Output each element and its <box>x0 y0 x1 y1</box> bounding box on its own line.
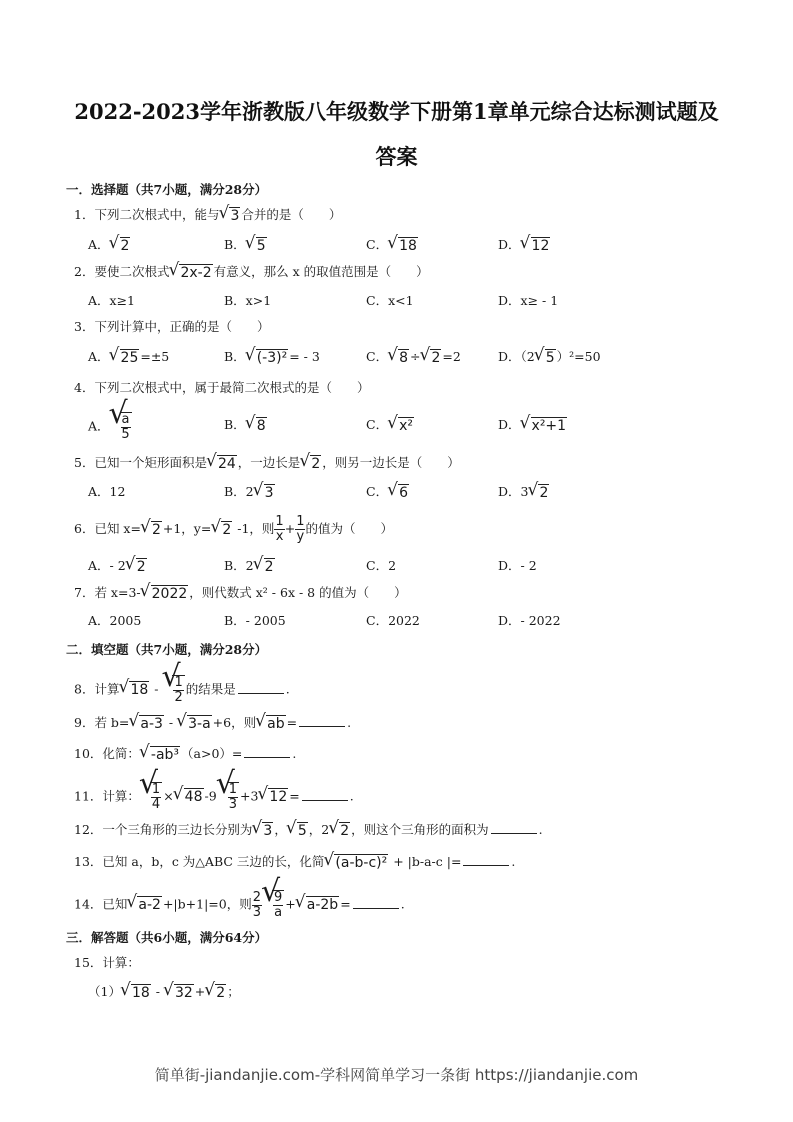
answer-blank[interactable] <box>463 853 509 866</box>
section-heading-choice: 一．选择题（共7小题，满分28分） <box>66 182 268 197</box>
question-6: 6．已知 x= √ 2 +1，y= √ 2 -1，则 $\frac{1}{x}$ + $\frac{1}{y}$ 的值为（ ） <box>74 515 393 544</box>
q6-option-b: B．2 √ 2 <box>224 556 276 577</box>
q2-option-c: C．x<1 <box>366 293 414 308</box>
question-15: 15．计算： <box>74 955 140 970</box>
question-15-part-1: （1） √ 18 - √ 32 + √ 2 ； <box>88 982 240 1003</box>
document-title-line2: 答案 <box>375 144 418 169</box>
sqrt-icon: √ x²+1 <box>521 416 568 436</box>
q4-option-b: B． √ 8 <box>224 415 268 436</box>
sqrt-icon: √ 2 <box>420 348 441 368</box>
sqrt-icon: √ 2 <box>110 236 131 256</box>
q7-option-b: B．- 2005 <box>224 613 286 628</box>
fraction: $\frac{1}{y}$ <box>296 514 305 544</box>
answer-blank[interactable] <box>353 896 399 909</box>
question-12: 12．一个三角形的三边长分别为 √ 3 ， √ 5 ，2 √ 2 ，则这个三角形的面积为 . <box>74 820 543 841</box>
sqrt-icon: √ 24 <box>207 454 237 474</box>
sqrt-icon: √ 12 <box>258 787 288 807</box>
sqrt-icon: √ 8 <box>388 348 409 368</box>
q6-option-a: A．- 2 √ 2 <box>88 556 148 577</box>
q2-option-b: B．x>1 <box>224 293 272 308</box>
q1-option-b: B． √ 5 <box>224 235 268 256</box>
section-heading-solve: 三．解答题（共6小题，满分64分） <box>66 930 268 945</box>
sqrt-icon: √ 2 <box>126 557 147 577</box>
q5-option-b: B．2 √ 3 <box>224 482 276 503</box>
sqrt-icon: √ 2x-2 <box>169 263 212 283</box>
sqrt-icon: √ 48 <box>174 787 204 807</box>
q5-option-d: D．3 √ 2 <box>498 482 550 503</box>
q3-option-b: B． √ (-3)² = - 3 <box>224 347 320 368</box>
question-3: 3．下列计算中，正确的是（ ） <box>74 319 270 334</box>
sqrt-icon: √ (a-b-c)² <box>324 853 388 873</box>
q3-option-c: C． √ 8 ÷ √ 2 =2 <box>366 347 461 368</box>
document-title-line1: 2022-2023学年浙教版八年级数学下册第1章单元综合达标测试题及 <box>74 99 719 124</box>
sqrt-icon: √ 2 <box>300 454 321 474</box>
sqrt-icon: √ a-2b <box>296 895 339 915</box>
sqrt-icon: √ $\frac{1}{3}$ <box>217 782 239 812</box>
q4-option-a: A． √ $\frac{a}{5}$ <box>88 412 133 442</box>
q2-option-d: D．x≥ - 1 <box>498 293 559 308</box>
fraction: $\frac{2}{3}$ <box>252 889 261 920</box>
question-11: 11．计算： √ $\frac{1}{4}$ × √ 48 -9 √ $\frac{1}{3}$ +3 √ 12 = . <box>74 782 354 812</box>
sqrt-icon: √ 3-a <box>177 714 212 734</box>
sqrt-icon: √ 2 <box>205 983 226 1003</box>
sqrt-icon: √ 2022 <box>141 584 189 604</box>
q1-option-c: C． √ 18 <box>366 235 419 256</box>
sqrt-icon: √ $\frac{1}{2}$ <box>162 675 184 705</box>
question-1 <box>74 205 341 226</box>
sqrt-icon: √ 3 <box>254 483 275 503</box>
fraction: $\frac{1}{x}$ <box>275 514 284 544</box>
sqrt-icon: √ 18 <box>119 680 149 700</box>
sqrt-icon: √ a-2 <box>127 895 162 915</box>
question-9: 9．若 b= √ a-3 - √ 3-a +6，则 √ ab = . <box>74 713 351 734</box>
answer-blank[interactable] <box>302 788 348 801</box>
question-8: 8．计算 √ 18 - √ $\frac{1}{2}$ 的结果是 . <box>74 675 290 705</box>
sqrt-icon: √ ab <box>256 714 285 734</box>
sqrt-icon: √ x² <box>388 416 414 436</box>
q3-option-d: D．（2 √ 5 ）²=50 <box>498 347 601 368</box>
sqrt-icon: √ 2 <box>211 520 232 540</box>
q6-option-c: C．2 <box>366 558 397 573</box>
answer-blank[interactable] <box>299 714 345 727</box>
sqrt-icon: √ a-3 <box>129 714 164 734</box>
q1-stem-end: 合并的是（ ） <box>241 207 342 222</box>
q5-option-a: A．12 <box>88 484 126 499</box>
sqrt-icon: √ 2 <box>329 821 350 841</box>
question-5: 5．已知一个矩形面积是 √ 24 ，一边长是 √ 2 ，则另一边长是（ ） <box>74 453 460 474</box>
q7-option-d: D．- 2022 <box>498 613 561 628</box>
sqrt-icon: √ 18 <box>388 236 418 256</box>
sqrt-icon: √ 6 <box>388 483 409 503</box>
sqrt-icon: √ -ab³ <box>140 745 180 765</box>
question-7: 7．若 x=3- √ 2022 ，则代数式 x² - 6x - 8 的值为（ ） <box>74 583 407 604</box>
question-14: 14．已知 √ a-2 +|b+1|=0，则 $\frac{2}{3}$ √ $\frac{9}{a}$ + √ a-2b = . <box>74 890 405 920</box>
q2-option-a: A．x≥1 <box>88 293 136 308</box>
answer-blank[interactable] <box>491 821 537 834</box>
q1-option-d: D． √ 12 <box>498 235 551 256</box>
q3-option-a: A． √ 25 =±5 <box>88 347 169 368</box>
q5-option-c: C． √ 6 <box>366 482 410 503</box>
sqrt-icon: √ 12 <box>521 236 551 256</box>
q1-stem: 1．下列二次根式中，能与 <box>74 207 220 222</box>
sqrt-icon: √ 2 <box>141 520 162 540</box>
q7-option-a: A．2005 <box>88 613 142 628</box>
q1-option-a: A． √ 2 <box>88 235 131 256</box>
sqrt-icon: √ 3 <box>252 821 273 841</box>
sqrt-icon: √ 25 <box>110 348 140 368</box>
sqrt-icon: √ 5 <box>535 348 556 368</box>
question-4: 4．下列二次根式中，属于最简二次根式的是（ ） <box>74 380 370 395</box>
sqrt-icon: √ 5 <box>246 236 267 256</box>
answer-blank[interactable] <box>238 681 284 694</box>
sqrt-icon: √ 8 <box>246 416 267 436</box>
q4-option-d: D． √ x²+1 <box>498 415 568 436</box>
sqrt-icon: √ 2 <box>528 483 549 503</box>
q4-option-c: C． √ x² <box>366 415 415 436</box>
answer-blank[interactable] <box>244 745 290 758</box>
q6-option-d: D．- 2 <box>498 558 537 573</box>
question-13: 13．已知 a，b，c 为△ABC 三边的长，化简 √ (a-b-c)² + |b-a-c |= . <box>74 852 515 873</box>
question-10: 10．化简： √ -ab³ （a>0）= . <box>74 744 296 765</box>
sqrt-icon: √ 5 <box>287 821 308 841</box>
footer-watermark: 简单街-jiandanjie.com-学科网简单学习一条街 https://jiandanjie.com <box>154 1066 639 1084</box>
sqrt-icon: √ $\frac{1}{4}$ <box>140 782 162 812</box>
sqrt-icon: √ $\frac{a}{5}$ <box>110 412 132 442</box>
sqrt-icon: √ 18 <box>121 983 151 1003</box>
sqrt-icon: √ 32 <box>164 983 194 1003</box>
q7-option-c: C．2022 <box>366 613 420 628</box>
sqrt-icon <box>219 206 240 226</box>
radicand: 3 <box>230 207 240 224</box>
sqrt-icon: √ $\frac{9}{a}$ <box>262 890 284 920</box>
sqrt-icon: √ (-3)² <box>246 348 289 368</box>
question-2: 2．要使二次根式 √ 2x-2 有意义，那么 x 的取值范围是（ ） <box>74 262 429 283</box>
sqrt-icon: √ 2 <box>254 557 275 577</box>
section-heading-fill: 二．填空题（共7小题，满分28分） <box>66 642 268 657</box>
